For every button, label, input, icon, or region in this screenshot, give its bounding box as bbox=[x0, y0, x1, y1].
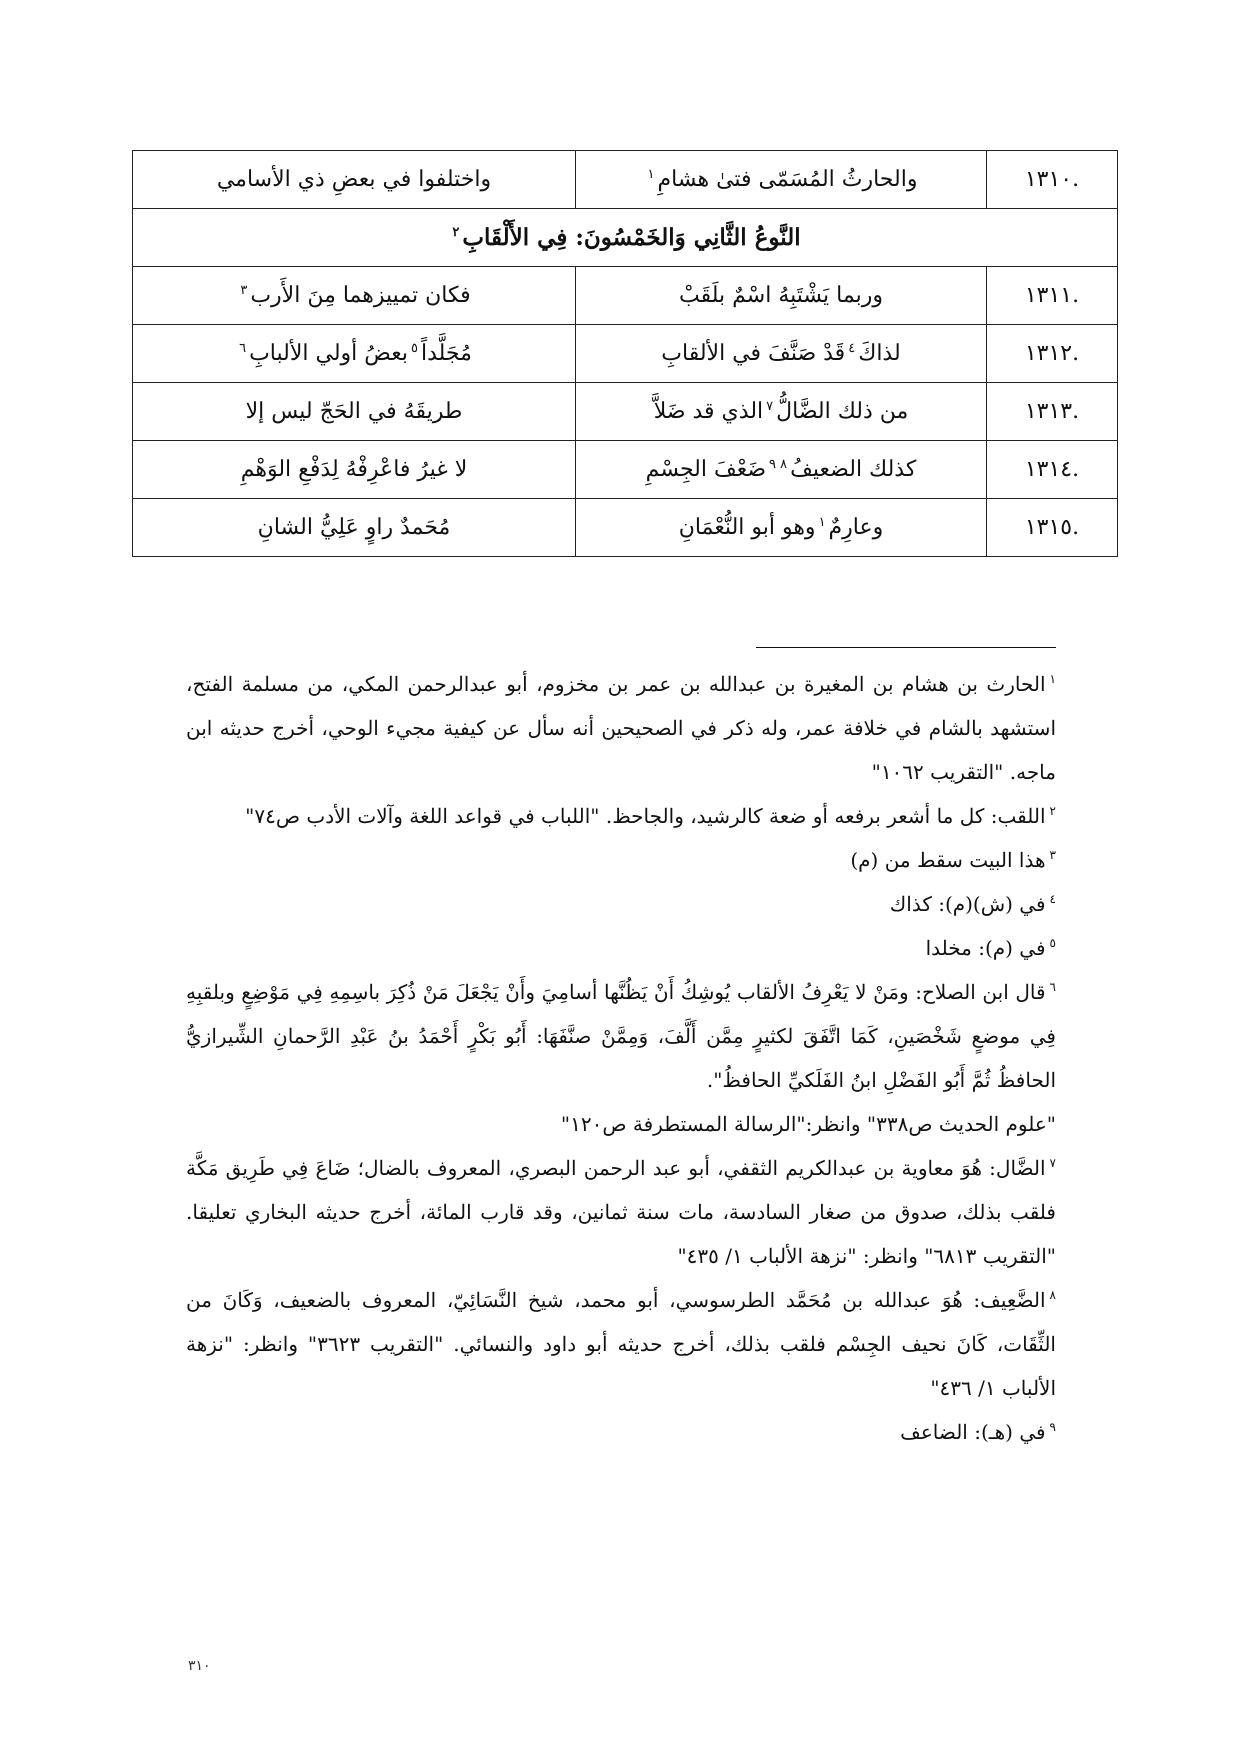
footnote-ref[interactable]: ١ bbox=[647, 166, 655, 182]
section-heading-text: النَّوعُ الثَّانِي وَالخَمْسُونَ: فِي الأَلْقَابِ bbox=[462, 224, 801, 251]
hemistich-text: والحارثُ المُسَمّى فتىٰ هشامِ bbox=[657, 167, 918, 192]
verse-first-hemistich bbox=[576, 151, 987, 209]
footnote-text: في (ش)(م): كذاك bbox=[889, 892, 1046, 916]
hemistich-text: واختلفوا في بعضِ ذي الأسامي bbox=[216, 167, 492, 192]
verse-second-hemistich bbox=[133, 325, 576, 383]
footnote-ref[interactable]: ٧ bbox=[766, 398, 774, 414]
footnote bbox=[186, 838, 1056, 882]
verse-row bbox=[133, 267, 1118, 325]
footnote-text: اللقب: كل ما أشعر برفعه أو ضعة كالرشيد، والجاحظ. "اللباب في قواعد اللغة وآلات الأدب ص٧٤" bbox=[245, 804, 1046, 828]
footnote-ref[interactable]: ٢ bbox=[452, 225, 460, 241]
hemistich-text: قَدْ صَنَّفَ في الألقابِ bbox=[661, 341, 846, 366]
hemistich-text: وهو أبو النُّعْمَانِ bbox=[678, 515, 816, 540]
footnote-text: "علوم الحديث ص٣٣٨" وانظر:"الرسالة المستطرفة ص١٢٠" bbox=[560, 1112, 1056, 1136]
hemistich-text: بعضُ أولي الألبابِ bbox=[249, 341, 408, 366]
hemistich-text: طريقَهُ في الحَجّ ليس إلا bbox=[245, 399, 463, 424]
footnote-number: ١ bbox=[1049, 672, 1056, 687]
footnote-ref[interactable]: ٥ bbox=[410, 340, 418, 356]
verse-first-hemistich bbox=[576, 267, 987, 325]
hemistich-text: فكان تمييزهما مِنَ الأَرب bbox=[250, 283, 471, 308]
footnote-number: ٢ bbox=[1049, 804, 1056, 819]
footnote bbox=[186, 662, 1056, 794]
hemistich-text: وعارِمٌ bbox=[828, 515, 884, 540]
hemistich-text: لذاكَ bbox=[858, 341, 901, 366]
verse-number: .١٣١٥ bbox=[987, 499, 1118, 557]
footnote-continuation bbox=[186, 1102, 1056, 1146]
footnote-ref[interactable]: ١ bbox=[818, 514, 826, 530]
footnote-number: ٥ bbox=[1049, 936, 1056, 951]
footnote-text: هذا البيت سقط من (م) bbox=[850, 848, 1046, 872]
verse-row bbox=[133, 499, 1118, 557]
hemistich-text: وربما يَشْتَبِهُ اسْمٌ بلَقَبْ bbox=[679, 283, 883, 308]
footnote bbox=[186, 970, 1056, 1102]
footnote-text: الضَّال: هُوَ معاوية بن عبدالكريم الثقفي، أبو عبد الرحمن البصري، المعروف بالضال؛ ضَاعَ فِي طَرِيق مَكَّة فلقب بذلك، صدوق من صغار السادسة، مات سنة ثمانين، وقد قارب المائة، أخرج حديثه البخاري تعليقا. "التقريب ٦٨١٣" وانظر: "نزهة الألباب ١/ ٤٣٥" bbox=[186, 1156, 1056, 1268]
footnote bbox=[186, 926, 1056, 970]
footnote-ref[interactable]: ٨ ٩ bbox=[769, 456, 788, 472]
hemistich-text: من ذلك الضَّالُّ bbox=[776, 399, 909, 424]
verse-row bbox=[133, 383, 1118, 441]
verse-second-hemistich bbox=[133, 151, 576, 209]
verse-number: .١٣١١ bbox=[987, 267, 1118, 325]
footnote-number: ٤ bbox=[1049, 892, 1056, 907]
verse-row bbox=[133, 325, 1118, 383]
footnote bbox=[186, 1146, 1056, 1278]
hemistich-text: الذي قد ضَلاَّ bbox=[653, 399, 764, 424]
page-number: ٣١٠ bbox=[188, 1658, 211, 1674]
verse-first-hemistich bbox=[576, 383, 987, 441]
verse-table bbox=[132, 150, 1118, 557]
hemistich-text: مُحَمدٌ راوٍ عَلِيُّ الشانِ bbox=[257, 515, 451, 540]
verse-number: .١٣١٣ bbox=[987, 383, 1118, 441]
hemistich-text: مُجَلَّداً bbox=[420, 341, 472, 366]
verse-row bbox=[133, 441, 1118, 499]
verse-number: .١٣١٠ bbox=[987, 151, 1118, 209]
footnote-text: قال ابن الصلاح: ومَنْ لا يَعْرِفُ الألقاب يُوشِكُ أَنْ يَظُنَّها أسامِيَ وأَنْ يَجْعَلَ مَنْ ذُكِرَ باسِمِهِ فِي مَوْضِعٍ وبلقبِهِ فِي موضعٍ شَخْصَينِ، كَمَا اتَّفَقَ لكثيرٍ مِمَّن أَلَّفَ، وَمِمَّنْ صنَّفَهَا: أَبُو بَكْرٍ أَحْمَدُ بنُ عَبْدِ الرَّحمانِ الشِّيرازيُّ الحافظُ ثُمَّ أَبُو الفَضْلِ ابنُ الفَلَكيِّ الحافظُ". bbox=[186, 980, 1056, 1092]
footnote-text: في (هـ): الضاعف bbox=[900, 1420, 1046, 1444]
hemistich-text: ضَعْفَ الجِسْمِ bbox=[645, 457, 767, 482]
verse-second-hemistich bbox=[133, 383, 576, 441]
footnote-ref[interactable]: ٣ bbox=[240, 282, 248, 298]
footnotes bbox=[186, 662, 1056, 1454]
verse-second-hemistich bbox=[133, 441, 576, 499]
footnote-number: ٣ bbox=[1049, 848, 1056, 863]
hemistich-text: كذلك الضعيفُ bbox=[790, 457, 917, 482]
verse-number: .١٣١٢ bbox=[987, 325, 1118, 383]
verse-second-hemistich bbox=[133, 267, 576, 325]
verse-row bbox=[133, 151, 1118, 209]
footnote-text: الضَّعِيف: هُوَ عبدالله بن مُحَمَّد الطرسوسي، أبو محمد، شيخ النَّسَائِيّ، المعروف بالضعيف، وَكَانَ من الثِّقَات، كَانَ نحيف الجِسْم فلقب بذلك، أخرج حديثه أبو داود والنسائي. "التقريب ٣٦٢٣" وانظر: "نزهة الألباب ١/ ٤٣٦" bbox=[186, 1288, 1056, 1400]
section-heading-row bbox=[133, 209, 1118, 267]
footnote bbox=[186, 794, 1056, 838]
footnote bbox=[186, 882, 1056, 926]
footnote-number: ٧ bbox=[1049, 1156, 1056, 1171]
footnote-text: في (م): مخلدا bbox=[925, 936, 1046, 960]
footnote-ref[interactable]: ٤ bbox=[848, 340, 856, 356]
verse-number: .١٣١٤ bbox=[987, 441, 1118, 499]
verse-first-hemistich bbox=[576, 499, 987, 557]
footnote bbox=[186, 1278, 1056, 1410]
verse-first-hemistich bbox=[576, 441, 987, 499]
footnote bbox=[186, 1410, 1056, 1454]
section-heading bbox=[133, 209, 1118, 267]
footnote-separator bbox=[756, 647, 1056, 648]
footnote-number: ٦ bbox=[1049, 980, 1056, 995]
footnote-text: الحارث بن هشام بن المغيرة بن عبدالله بن عمر بن مخزوم، أبو عبدالرحمن المكي، من مسلمة الفتح، استشهد بالشام في خلافة عمر، وله ذكر في الصحيحين أنه سأل عن كيفية مجيء الوحي، أخرج حديثه ابن ماجه. "التقريب ١٠٦٢" bbox=[186, 672, 1056, 784]
footnote-number: ٨ bbox=[1049, 1288, 1056, 1303]
verse-first-hemistich bbox=[576, 325, 987, 383]
footnote-ref[interactable]: ٦ bbox=[239, 340, 247, 356]
verse-second-hemistich bbox=[133, 499, 576, 557]
footnote-number: ٩ bbox=[1049, 1420, 1056, 1435]
hemistich-text: لا غيرُ فاعْرِفْهُ لِدَفْعِ الوَهْمِ bbox=[240, 457, 468, 482]
